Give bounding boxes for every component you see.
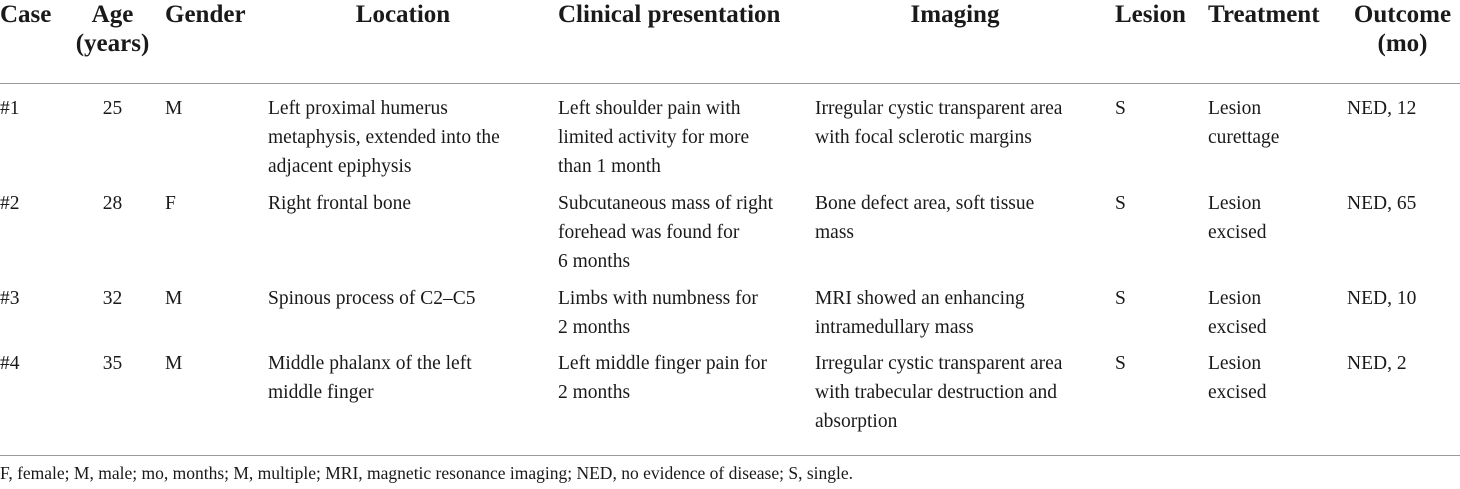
cell-age: 25 xyxy=(102,98,123,119)
cell-line: Middle phalanx of the left xyxy=(268,353,472,374)
cell-treatment xyxy=(1208,284,1338,342)
cell-case: #1 xyxy=(0,98,20,119)
header-clinical: Clinical presentation xyxy=(558,1,781,28)
cell-line: Left proximal humerus xyxy=(268,98,448,119)
cell-lesion: S xyxy=(1115,193,1126,214)
cell-line: Lesion xyxy=(1208,288,1262,309)
header-age-line-2: (years) xyxy=(75,30,150,57)
header-imaging: Imaging xyxy=(910,1,1000,28)
cell-gender: F xyxy=(165,193,176,214)
cell-line: absorption xyxy=(815,411,898,432)
cell-line: 2 months xyxy=(558,317,631,338)
cell-outcome: NED, 10 xyxy=(1347,288,1417,309)
cell-line: middle finger xyxy=(268,382,374,403)
cell-gender: M xyxy=(165,288,183,309)
table-footnote: F, female; M, male; mo, months; M, multiple; MRI, magnetic resonance imaging; NED, no evidence of disease; S, single. xyxy=(0,463,854,483)
cell-treatment xyxy=(1208,189,1338,247)
header-treatment: Treatment xyxy=(1208,1,1320,28)
cell-line: mass xyxy=(815,222,854,243)
cell-age: 32 xyxy=(102,288,123,309)
cell-imaging xyxy=(815,94,1110,152)
cell-outcome: NED, 12 xyxy=(1347,98,1417,119)
header-gender: Gender xyxy=(165,1,246,28)
cell-line: Irregular cystic transparent area xyxy=(815,98,1063,119)
cell-line: Lesion xyxy=(1208,193,1262,214)
cell-line: Lesion xyxy=(1208,353,1262,374)
cell-treatment xyxy=(1208,94,1338,152)
cell-line: 6 months xyxy=(558,251,631,272)
cell-line: Left shoulder pain with xyxy=(558,98,741,119)
cell-lesion: S xyxy=(1115,98,1126,119)
cell-age: 35 xyxy=(102,353,123,374)
cell-line: Subcutaneous mass of right xyxy=(558,193,774,214)
cell-line: MRI showed an enhancing xyxy=(815,288,1025,309)
header-location: Location xyxy=(355,1,451,28)
cell-treatment xyxy=(1208,349,1338,407)
cell-lesion: S xyxy=(1115,353,1126,374)
cell-clinical xyxy=(558,94,808,181)
cell-outcome: NED, 65 xyxy=(1347,193,1417,214)
cell-line: than 1 month xyxy=(558,156,661,177)
cell-line: Right frontal bone xyxy=(268,193,411,214)
cell-imaging xyxy=(815,349,1110,436)
cell-case: #2 xyxy=(0,193,20,214)
header-rule xyxy=(0,83,1460,84)
cell-line: Irregular cystic transparent area xyxy=(815,353,1063,374)
cell-line: with trabecular destruction and xyxy=(815,382,1058,403)
cell-line: metaphysis, extended into the xyxy=(268,127,500,148)
cell-line: with focal sclerotic margins xyxy=(815,127,1032,148)
header-outcome xyxy=(1345,0,1460,58)
cell-line: limited activity for more xyxy=(558,127,750,148)
cell-case: #4 xyxy=(0,353,20,374)
cell-line: Bone defect area, soft tissue xyxy=(815,193,1035,214)
header-outcome-line-2: (mo) xyxy=(1377,30,1428,57)
header-case: Case xyxy=(0,1,52,28)
cell-line: Lesion xyxy=(1208,98,1262,119)
header-age-line-1: Age xyxy=(91,1,134,28)
cell-line: excised xyxy=(1208,222,1267,243)
cell-gender: M xyxy=(165,98,183,119)
cell-outcome: NED, 2 xyxy=(1347,353,1407,374)
cell-line: Left middle finger pain for xyxy=(558,353,768,374)
header-age xyxy=(70,0,155,58)
cell-imaging xyxy=(815,284,1110,342)
cell-location xyxy=(268,284,548,313)
cell-clinical xyxy=(558,349,808,407)
cell-clinical xyxy=(558,284,808,342)
cell-imaging xyxy=(815,189,1110,247)
header-outcome-line-1: Outcome xyxy=(1353,1,1452,28)
cell-gender: M xyxy=(165,353,183,374)
cell-line: curettage xyxy=(1208,127,1280,148)
cell-age: 28 xyxy=(102,193,123,214)
footer-rule xyxy=(0,455,1460,456)
cell-location xyxy=(268,94,548,181)
cell-clinical xyxy=(558,189,808,276)
cell-lesion: S xyxy=(1115,288,1126,309)
cell-location xyxy=(268,189,548,218)
cell-line: excised xyxy=(1208,317,1267,338)
header-lesion: Lesion xyxy=(1115,1,1186,28)
table-header xyxy=(0,0,1460,84)
cell-line: excised xyxy=(1208,382,1267,403)
cell-case: #3 xyxy=(0,288,20,309)
cell-line: Spinous process of C2–C5 xyxy=(268,288,476,309)
cell-line: intramedullary mass xyxy=(815,317,974,338)
cell-location xyxy=(268,349,548,407)
cell-line: Limbs with numbness for xyxy=(558,288,758,309)
cell-line: forehead was found for xyxy=(558,222,740,243)
cell-line: 2 months xyxy=(558,382,631,403)
cell-line: adjacent epiphysis xyxy=(268,156,412,177)
